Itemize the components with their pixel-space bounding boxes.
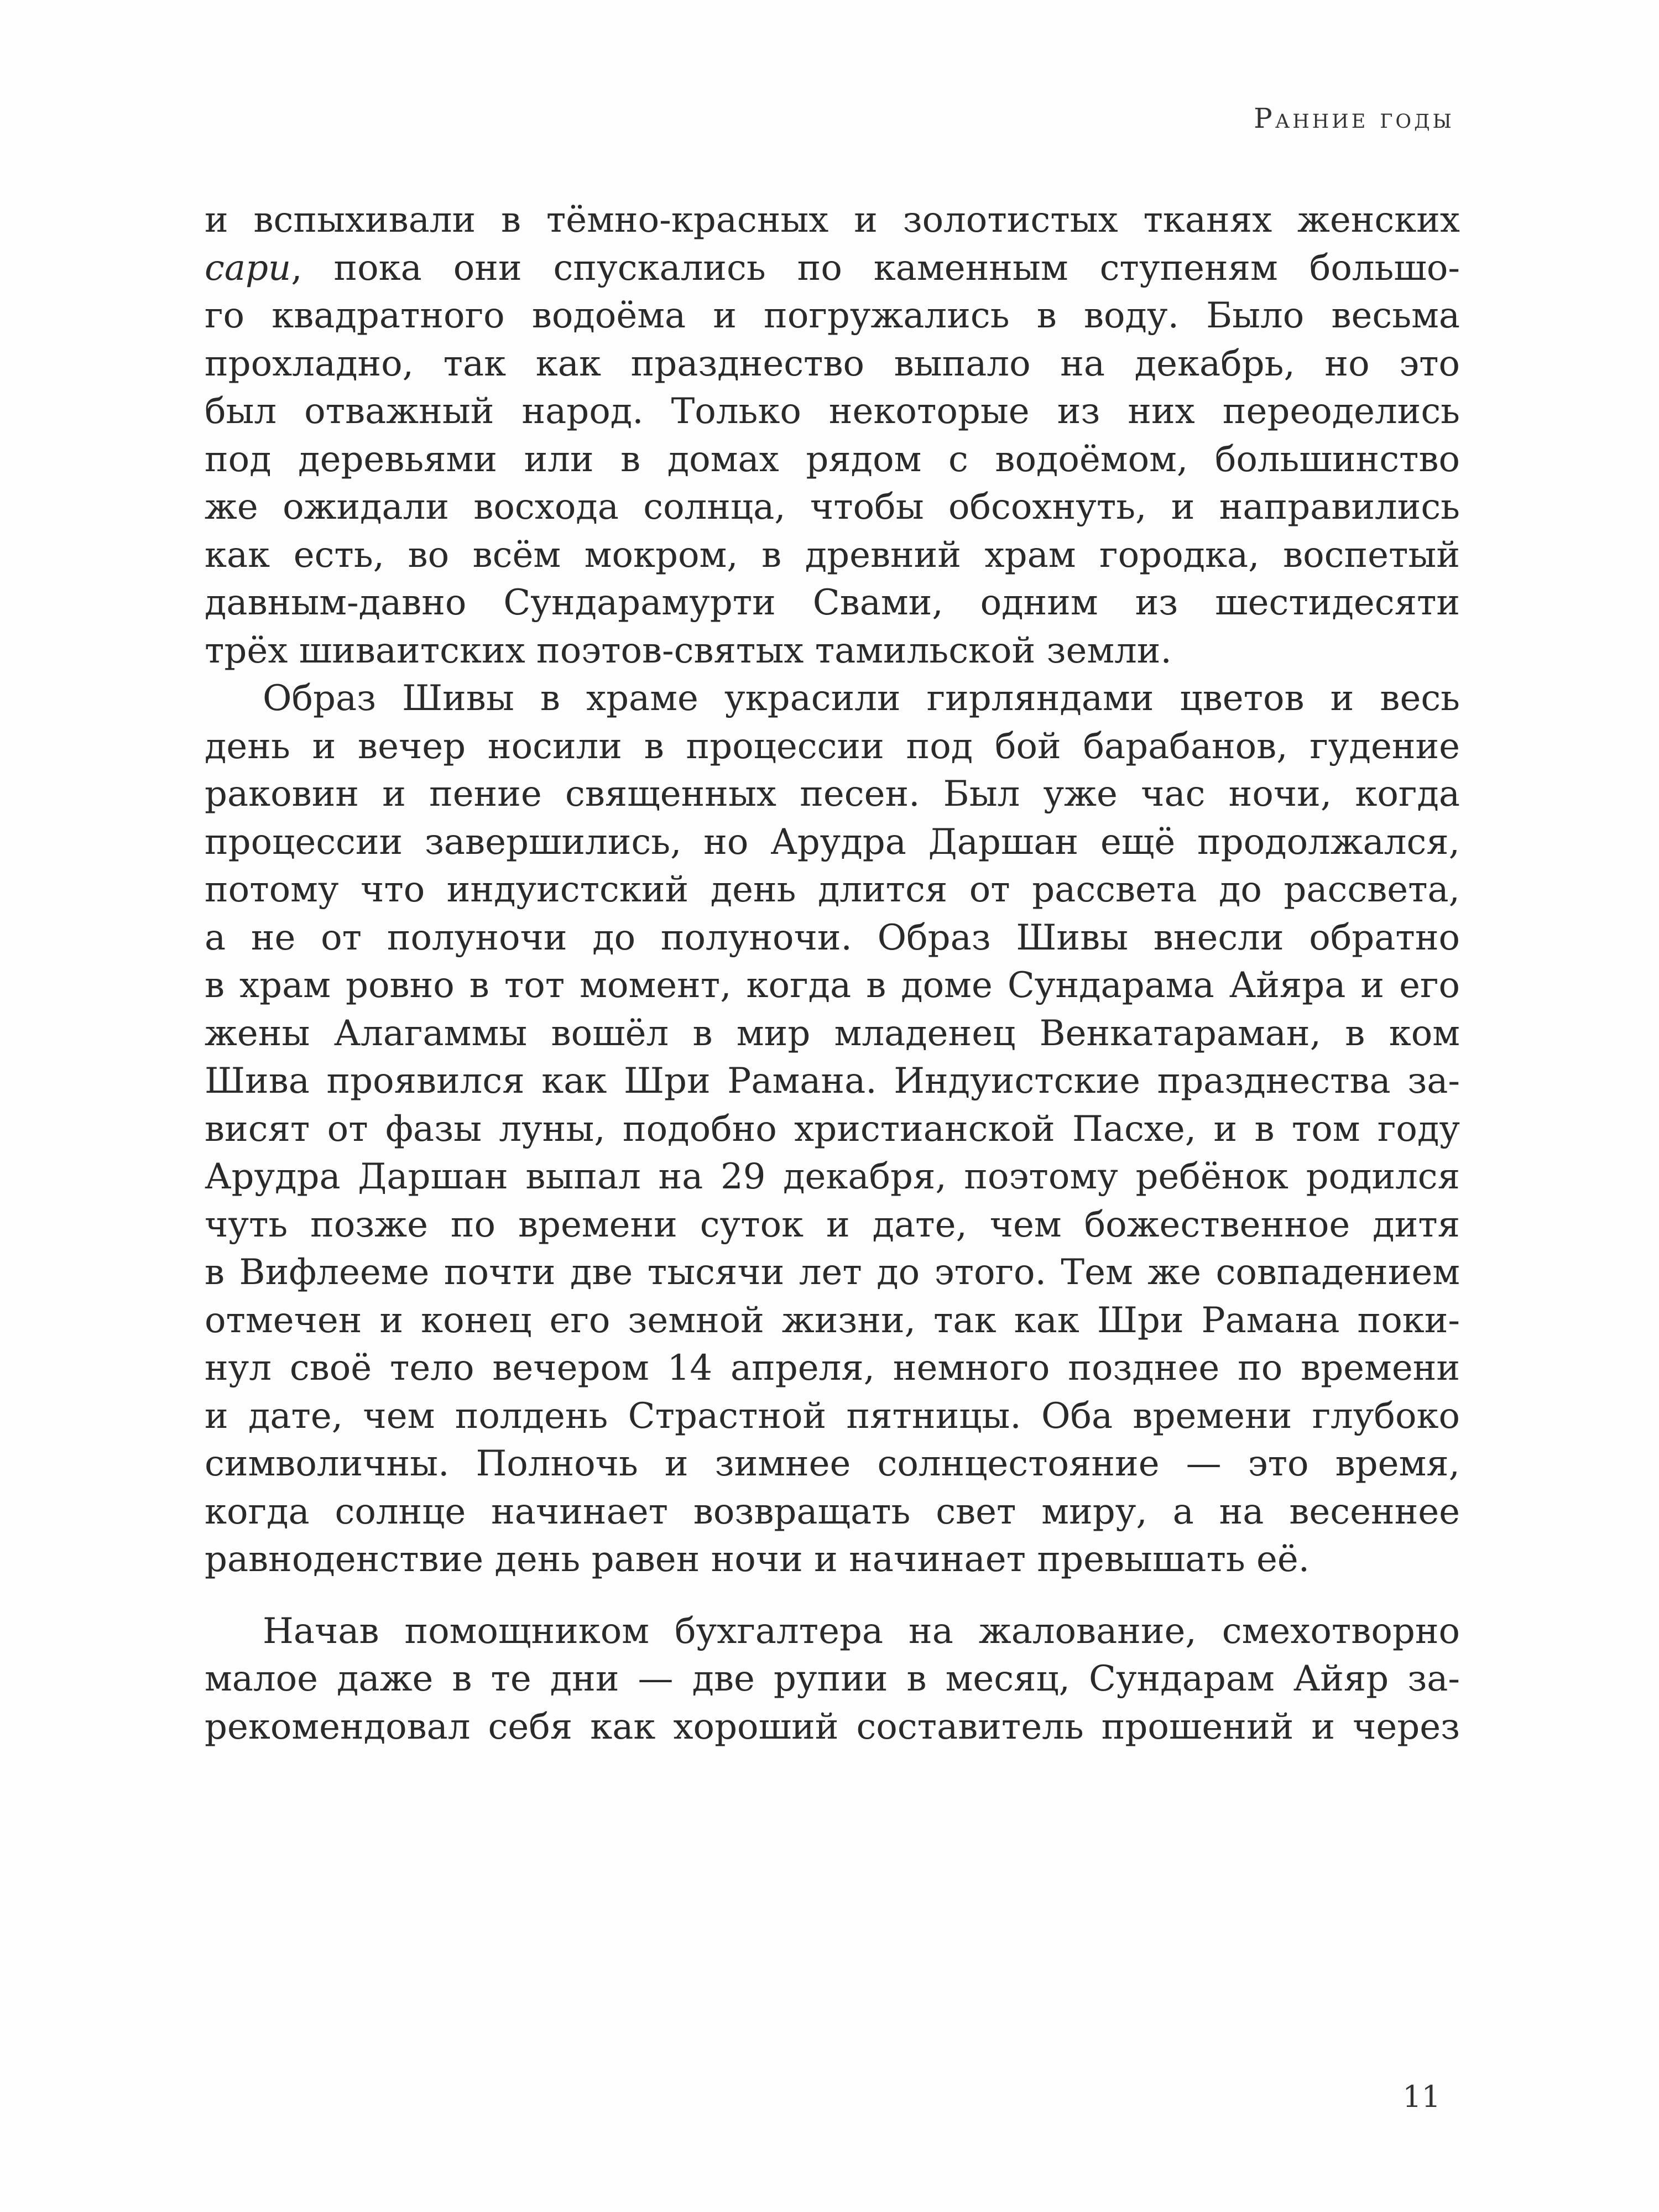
paragraph-gap — [205, 1584, 1460, 1608]
text-line: рекомендовал себя как хороший составитель прошений и через — [205, 1706, 1460, 1747]
text-line: день и вечер носили в процессии под бой барабанов, гудение — [205, 726, 1460, 767]
text-line: висят от фазы луны, подобно христианской Пасхе, и в том году — [205, 1108, 1460, 1150]
text-line: символичны. Полночь и зимнее солнцестояние — это время, — [205, 1443, 1460, 1484]
text-line: в храм ровно в тот момент, когда в доме Сундарама Айяра и его — [205, 965, 1460, 1006]
text-line: сари, пока они спускались по каменным ступеням большо- — [205, 247, 1460, 289]
text-line: а не от полуночи до полуночи. Образ Шивы внесли обратно — [205, 917, 1460, 958]
text-line: когда солнце начинает возвращать свет миру, а на весеннее — [205, 1491, 1460, 1532]
page-number: 11 — [1402, 2079, 1441, 2114]
text-line: Образ Шивы в храме украсили гирляндами цветов и весь — [263, 678, 1460, 719]
text-line: жены Алагаммы вошёл в мир младенец Венкатараман, в ком — [205, 1013, 1460, 1054]
text-line: Шива проявился как Шри Рамана. Индуистские празднества за- — [205, 1061, 1460, 1102]
paragraph — [205, 1608, 1460, 1751]
text-line: го квадратного водоёма и погружались в воду. Было весьма — [205, 295, 1460, 336]
text-line: потому что индуистский день длится от рассвета до рассвета, — [205, 869, 1460, 910]
text-line: как есть, во всём мокром, в древний храм городка, воспетый — [205, 534, 1460, 576]
text-line: был отважный народ. Только некоторые из них переоделись — [205, 391, 1460, 432]
paragraph — [205, 675, 1460, 1584]
text-line: раковин и пение священных песен. Был уже час ночи, когда — [205, 774, 1460, 815]
text-line: же ожидали восхода солнца, чтобы обсохнуть, и направились — [205, 487, 1460, 528]
body-text — [205, 196, 1460, 1751]
text-line: малое даже в те дни — две рупии в месяц, Сундарам Айяр за- — [205, 1658, 1460, 1699]
paragraph — [205, 196, 1460, 675]
text-line: трёх шиваитских поэтов-святых тамильской земли. — [205, 630, 1172, 671]
text-line: Начав помощником бухгалтера на жалование, смехотворно — [263, 1610, 1460, 1652]
text-line: под деревьями или в домах рядом с водоёмом, большинство — [205, 439, 1460, 480]
text-line: равноденствие день равен ночи и начинает превышать её. — [205, 1539, 1310, 1580]
text-line: в Вифлееме почти две тысячи лет до этого. Тем же совпадением — [205, 1252, 1460, 1293]
text-line: Арудра Даршан выпал на 29 декабря, поэтому ребёнок родился — [205, 1156, 1460, 1197]
text-line: процессии завершились, но Арудра Даршан ещё продолжался, — [205, 821, 1460, 863]
text-line: давным-давно Сундарамурти Свами, одним из шестидесяти — [205, 582, 1460, 623]
text-line: прохладно, так как празднество выпало на декабрь, но это — [205, 343, 1460, 384]
text-line: отмечен и конец его земной жизни, так как Шри Рамана поки- — [205, 1300, 1460, 1341]
text-line: чуть позже по времени суток и дате, чем божественное дитя — [205, 1204, 1460, 1245]
text-line: и дате, чем полдень Страстной пятницы. Оба времени глубоко — [205, 1395, 1460, 1437]
text-line: нул своё тело вечером 14 апреля, немного позднее по времени — [205, 1348, 1460, 1389]
text-line: и вспыхивали в тёмно-красных и золотистых тканях женских — [205, 200, 1460, 241]
running-head: Ранние годы — [1254, 102, 1454, 134]
